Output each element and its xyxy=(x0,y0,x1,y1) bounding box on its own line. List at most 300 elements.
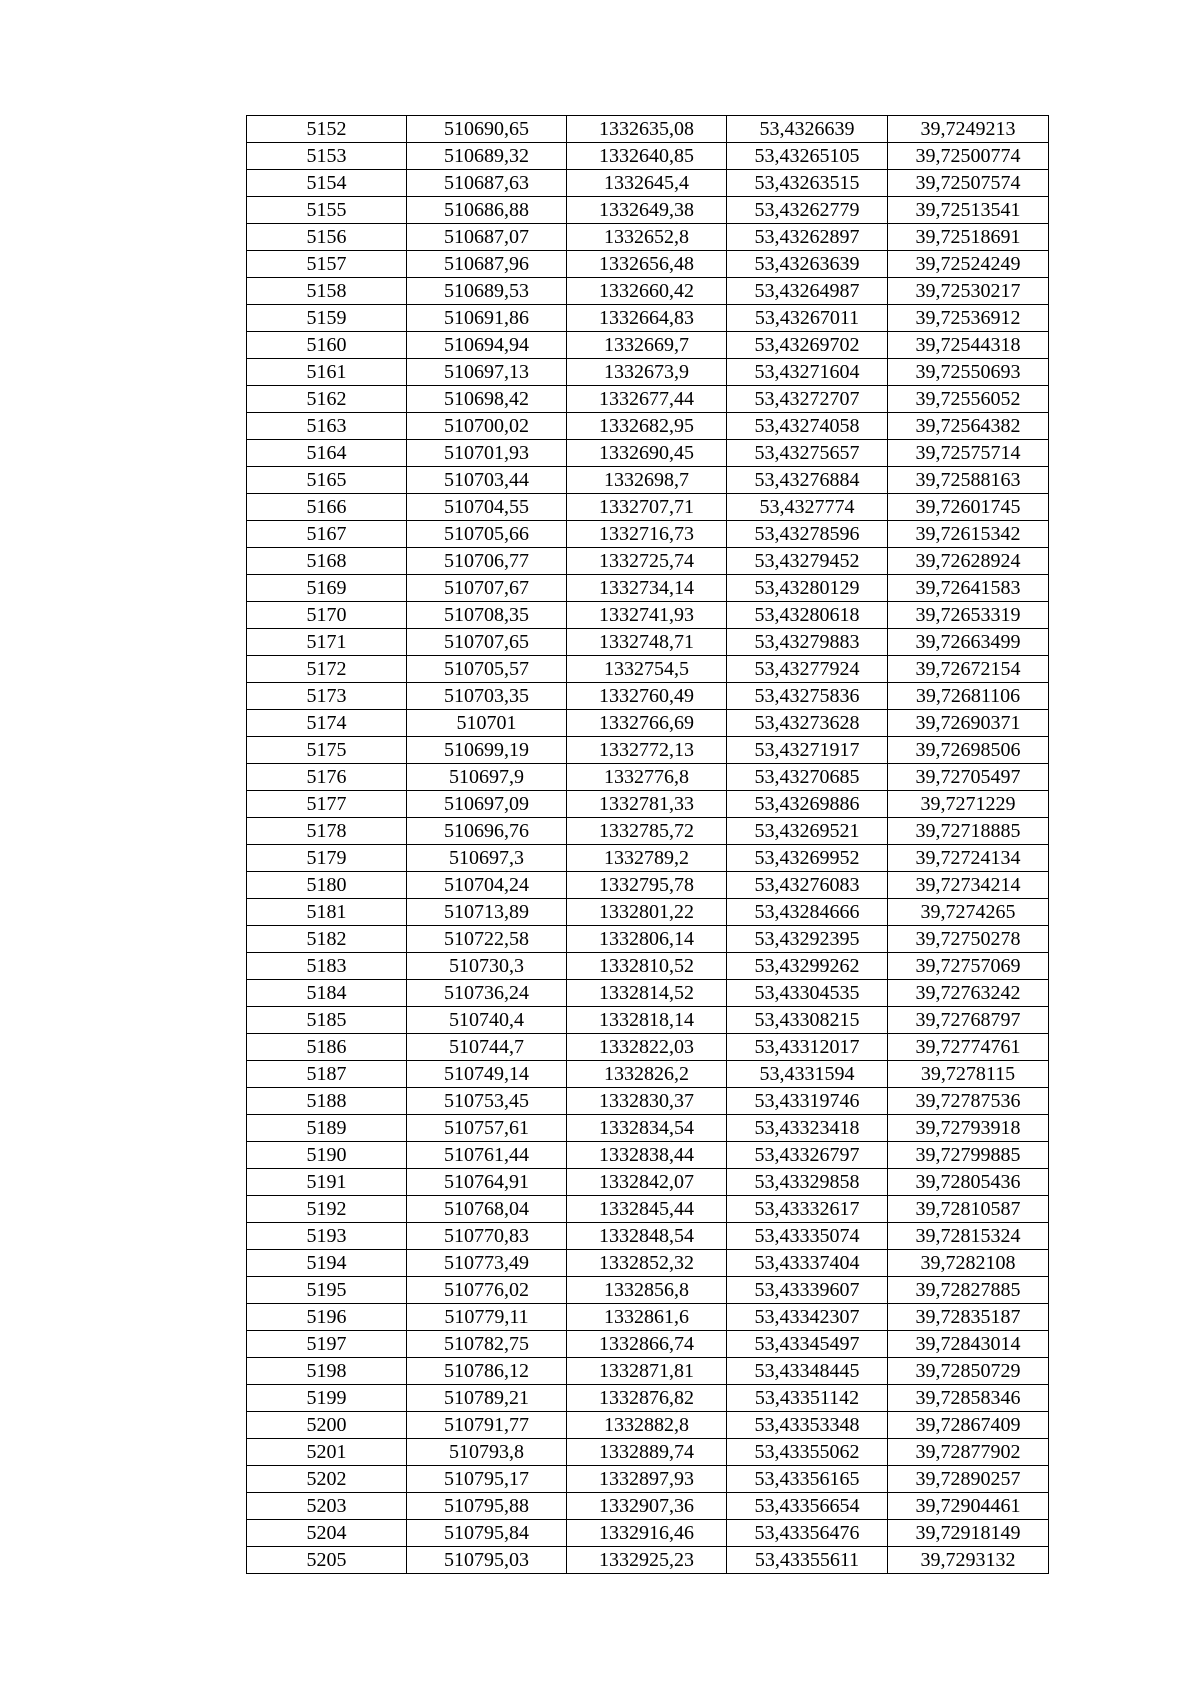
x-coordinate-cell: 510782,75 xyxy=(407,1331,567,1358)
y-coordinate-cell: 1332801,22 xyxy=(567,899,727,926)
latitude-cell: 53,43356654 xyxy=(727,1493,888,1520)
table-row xyxy=(247,764,1049,791)
point-number-cell: 5202 xyxy=(247,1466,407,1493)
x-coordinate-cell: 510694,94 xyxy=(407,332,567,359)
x-coordinate-cell: 510795,88 xyxy=(407,1493,567,1520)
point-number-cell: 5184 xyxy=(247,980,407,1007)
x-coordinate-cell: 510789,21 xyxy=(407,1385,567,1412)
latitude-cell: 53,43279883 xyxy=(727,629,888,656)
latitude-cell: 53,43339607 xyxy=(727,1277,888,1304)
x-coordinate-cell: 510749,14 xyxy=(407,1061,567,1088)
x-coordinate-cell: 510701 xyxy=(407,710,567,737)
table-row xyxy=(247,872,1049,899)
longitude-cell: 39,7274265 xyxy=(888,899,1049,926)
x-coordinate-cell: 510703,35 xyxy=(407,683,567,710)
point-number-cell: 5205 xyxy=(247,1547,407,1574)
table-row xyxy=(247,1007,1049,1034)
longitude-cell: 39,7282108 xyxy=(888,1250,1049,1277)
point-number-cell: 5166 xyxy=(247,494,407,521)
table-row xyxy=(247,1223,1049,1250)
point-number-cell: 5185 xyxy=(247,1007,407,1034)
table-row xyxy=(247,386,1049,413)
table-row xyxy=(247,1466,1049,1493)
longitude-cell: 39,72787536 xyxy=(888,1088,1049,1115)
latitude-cell: 53,43304535 xyxy=(727,980,888,1007)
point-number-cell: 5162 xyxy=(247,386,407,413)
latitude-cell: 53,4327774 xyxy=(727,494,888,521)
table-row xyxy=(247,710,1049,737)
latitude-cell: 53,43270685 xyxy=(727,764,888,791)
y-coordinate-cell: 1332690,45 xyxy=(567,440,727,467)
latitude-cell: 53,43267011 xyxy=(727,305,888,332)
y-coordinate-cell: 1332748,71 xyxy=(567,629,727,656)
longitude-cell: 39,72835187 xyxy=(888,1304,1049,1331)
longitude-cell: 39,72518691 xyxy=(888,224,1049,251)
longitude-cell: 39,72705497 xyxy=(888,764,1049,791)
point-number-cell: 5189 xyxy=(247,1115,407,1142)
point-number-cell: 5158 xyxy=(247,278,407,305)
table-row xyxy=(247,602,1049,629)
y-coordinate-cell: 1332838,44 xyxy=(567,1142,727,1169)
x-coordinate-cell: 510687,63 xyxy=(407,170,567,197)
longitude-cell: 39,72564382 xyxy=(888,413,1049,440)
latitude-cell: 53,43345497 xyxy=(727,1331,888,1358)
point-number-cell: 5152 xyxy=(247,116,407,143)
latitude-cell: 53,43355611 xyxy=(727,1547,888,1574)
x-coordinate-cell: 510795,17 xyxy=(407,1466,567,1493)
y-coordinate-cell: 1332645,4 xyxy=(567,170,727,197)
y-coordinate-cell: 1332640,85 xyxy=(567,143,727,170)
y-coordinate-cell: 1332876,82 xyxy=(567,1385,727,1412)
longitude-cell: 39,72544318 xyxy=(888,332,1049,359)
point-number-cell: 5167 xyxy=(247,521,407,548)
table-row xyxy=(247,1196,1049,1223)
point-number-cell: 5172 xyxy=(247,656,407,683)
table-row xyxy=(247,1277,1049,1304)
y-coordinate-cell: 1332795,78 xyxy=(567,872,727,899)
y-coordinate-cell: 1332698,7 xyxy=(567,467,727,494)
table-row xyxy=(247,1250,1049,1277)
point-number-cell: 5203 xyxy=(247,1493,407,1520)
y-coordinate-cell: 1332871,81 xyxy=(567,1358,727,1385)
point-number-cell: 5163 xyxy=(247,413,407,440)
table-row xyxy=(247,305,1049,332)
x-coordinate-cell: 510689,32 xyxy=(407,143,567,170)
y-coordinate-cell: 1332852,32 xyxy=(567,1250,727,1277)
point-number-cell: 5195 xyxy=(247,1277,407,1304)
x-coordinate-cell: 510705,57 xyxy=(407,656,567,683)
latitude-cell: 53,43269521 xyxy=(727,818,888,845)
point-number-cell: 5181 xyxy=(247,899,407,926)
longitude-cell: 39,72500774 xyxy=(888,143,1049,170)
x-coordinate-cell: 510707,67 xyxy=(407,575,567,602)
point-number-cell: 5177 xyxy=(247,791,407,818)
latitude-cell: 53,43265105 xyxy=(727,143,888,170)
latitude-cell: 53,43335074 xyxy=(727,1223,888,1250)
x-coordinate-cell: 510795,03 xyxy=(407,1547,567,1574)
y-coordinate-cell: 1332741,93 xyxy=(567,602,727,629)
point-number-cell: 5196 xyxy=(247,1304,407,1331)
point-number-cell: 5174 xyxy=(247,710,407,737)
latitude-cell: 53,4331594 xyxy=(727,1061,888,1088)
point-number-cell: 5180 xyxy=(247,872,407,899)
table-row xyxy=(247,980,1049,1007)
y-coordinate-cell: 1332673,9 xyxy=(567,359,727,386)
y-coordinate-cell: 1332776,8 xyxy=(567,764,727,791)
y-coordinate-cell: 1332814,52 xyxy=(567,980,727,1007)
x-coordinate-cell: 510687,07 xyxy=(407,224,567,251)
table-row xyxy=(247,818,1049,845)
latitude-cell: 53,43269886 xyxy=(727,791,888,818)
point-number-cell: 5188 xyxy=(247,1088,407,1115)
point-number-cell: 5182 xyxy=(247,926,407,953)
x-coordinate-cell: 510703,44 xyxy=(407,467,567,494)
x-coordinate-cell: 510761,44 xyxy=(407,1142,567,1169)
y-coordinate-cell: 1332830,37 xyxy=(567,1088,727,1115)
latitude-cell: 53,43292395 xyxy=(727,926,888,953)
y-coordinate-cell: 1332845,44 xyxy=(567,1196,727,1223)
latitude-cell: 53,43272707 xyxy=(727,386,888,413)
longitude-cell: 39,72628924 xyxy=(888,548,1049,575)
table-row xyxy=(247,143,1049,170)
latitude-cell: 53,43348445 xyxy=(727,1358,888,1385)
longitude-cell: 39,72918149 xyxy=(888,1520,1049,1547)
table-row xyxy=(247,1547,1049,1574)
x-coordinate-cell: 510768,04 xyxy=(407,1196,567,1223)
x-coordinate-cell: 510722,58 xyxy=(407,926,567,953)
x-coordinate-cell: 510740,4 xyxy=(407,1007,567,1034)
x-coordinate-cell: 510773,49 xyxy=(407,1250,567,1277)
table-row xyxy=(247,251,1049,278)
y-coordinate-cell: 1332810,52 xyxy=(567,953,727,980)
longitude-cell: 39,72615342 xyxy=(888,521,1049,548)
latitude-cell: 53,43264987 xyxy=(727,278,888,305)
latitude-cell: 53,43308215 xyxy=(727,1007,888,1034)
x-coordinate-cell: 510687,96 xyxy=(407,251,567,278)
table-row xyxy=(247,629,1049,656)
table-row xyxy=(247,683,1049,710)
latitude-cell: 53,43280129 xyxy=(727,575,888,602)
y-coordinate-cell: 1332781,33 xyxy=(567,791,727,818)
longitude-cell: 39,72815324 xyxy=(888,1223,1049,1250)
latitude-cell: 53,43276884 xyxy=(727,467,888,494)
y-coordinate-cell: 1332907,36 xyxy=(567,1493,727,1520)
latitude-cell: 53,43299262 xyxy=(727,953,888,980)
longitude-cell: 39,72904461 xyxy=(888,1493,1049,1520)
point-number-cell: 5179 xyxy=(247,845,407,872)
x-coordinate-cell: 510764,91 xyxy=(407,1169,567,1196)
latitude-cell: 53,43278596 xyxy=(727,521,888,548)
y-coordinate-cell: 1332754,5 xyxy=(567,656,727,683)
longitude-cell: 39,72588163 xyxy=(888,467,1049,494)
y-coordinate-cell: 1332822,03 xyxy=(567,1034,727,1061)
latitude-cell: 53,43280618 xyxy=(727,602,888,629)
x-coordinate-cell: 510697,9 xyxy=(407,764,567,791)
point-number-cell: 5178 xyxy=(247,818,407,845)
point-number-cell: 5161 xyxy=(247,359,407,386)
table-row xyxy=(247,1169,1049,1196)
table-row xyxy=(247,1493,1049,1520)
x-coordinate-cell: 510713,89 xyxy=(407,899,567,926)
table-row xyxy=(247,1142,1049,1169)
longitude-cell: 39,72827885 xyxy=(888,1277,1049,1304)
table-row xyxy=(247,656,1049,683)
longitude-cell: 39,72681106 xyxy=(888,683,1049,710)
longitude-cell: 39,72867409 xyxy=(888,1412,1049,1439)
longitude-cell: 39,7249213 xyxy=(888,116,1049,143)
longitude-cell: 39,72718885 xyxy=(888,818,1049,845)
y-coordinate-cell: 1332882,8 xyxy=(567,1412,727,1439)
latitude-cell: 53,43269702 xyxy=(727,332,888,359)
longitude-cell: 39,72890257 xyxy=(888,1466,1049,1493)
longitude-cell: 39,72810587 xyxy=(888,1196,1049,1223)
x-coordinate-cell: 510691,86 xyxy=(407,305,567,332)
latitude-cell: 53,43351142 xyxy=(727,1385,888,1412)
y-coordinate-cell: 1332818,14 xyxy=(567,1007,727,1034)
latitude-cell: 53,43263515 xyxy=(727,170,888,197)
table-row xyxy=(247,467,1049,494)
point-number-cell: 5155 xyxy=(247,197,407,224)
latitude-cell: 53,43275836 xyxy=(727,683,888,710)
latitude-cell: 53,43329858 xyxy=(727,1169,888,1196)
table-row xyxy=(247,413,1049,440)
latitude-cell: 53,43312017 xyxy=(727,1034,888,1061)
x-coordinate-cell: 510704,24 xyxy=(407,872,567,899)
coordinates-table xyxy=(246,115,1049,1574)
table-row xyxy=(247,197,1049,224)
table-row xyxy=(247,494,1049,521)
longitude-cell: 39,72641583 xyxy=(888,575,1049,602)
table-row xyxy=(247,791,1049,818)
longitude-cell: 39,72530217 xyxy=(888,278,1049,305)
y-coordinate-cell: 1332682,95 xyxy=(567,413,727,440)
point-number-cell: 5191 xyxy=(247,1169,407,1196)
longitude-cell: 39,72774761 xyxy=(888,1034,1049,1061)
table-row xyxy=(247,1034,1049,1061)
table-row xyxy=(247,1061,1049,1088)
latitude-cell: 53,43356476 xyxy=(727,1520,888,1547)
point-number-cell: 5175 xyxy=(247,737,407,764)
point-number-cell: 5198 xyxy=(247,1358,407,1385)
table-row xyxy=(247,224,1049,251)
table-row xyxy=(247,575,1049,602)
point-number-cell: 5187 xyxy=(247,1061,407,1088)
point-number-cell: 5190 xyxy=(247,1142,407,1169)
latitude-cell: 53,43271917 xyxy=(727,737,888,764)
coordinates-table-body xyxy=(247,116,1049,1574)
longitude-cell: 39,72843014 xyxy=(888,1331,1049,1358)
longitude-cell: 39,7278115 xyxy=(888,1061,1049,1088)
latitude-cell: 53,43273628 xyxy=(727,710,888,737)
latitude-cell: 53,43326797 xyxy=(727,1142,888,1169)
point-number-cell: 5197 xyxy=(247,1331,407,1358)
point-number-cell: 5168 xyxy=(247,548,407,575)
point-number-cell: 5169 xyxy=(247,575,407,602)
y-coordinate-cell: 1332842,07 xyxy=(567,1169,727,1196)
latitude-cell: 53,4326639 xyxy=(727,116,888,143)
y-coordinate-cell: 1332897,93 xyxy=(567,1466,727,1493)
table-row xyxy=(247,1115,1049,1142)
point-number-cell: 5200 xyxy=(247,1412,407,1439)
table-row xyxy=(247,170,1049,197)
latitude-cell: 53,43276083 xyxy=(727,872,888,899)
longitude-cell: 39,72858346 xyxy=(888,1385,1049,1412)
latitude-cell: 53,43319746 xyxy=(727,1088,888,1115)
point-number-cell: 5160 xyxy=(247,332,407,359)
longitude-cell: 39,72734214 xyxy=(888,872,1049,899)
y-coordinate-cell: 1332856,8 xyxy=(567,1277,727,1304)
table-row xyxy=(247,1439,1049,1466)
point-number-cell: 5154 xyxy=(247,170,407,197)
table-row xyxy=(247,521,1049,548)
y-coordinate-cell: 1332772,13 xyxy=(567,737,727,764)
x-coordinate-cell: 510699,19 xyxy=(407,737,567,764)
point-number-cell: 5192 xyxy=(247,1196,407,1223)
longitude-cell: 39,7271229 xyxy=(888,791,1049,818)
table-row xyxy=(247,1304,1049,1331)
point-number-cell: 5183 xyxy=(247,953,407,980)
x-coordinate-cell: 510791,77 xyxy=(407,1412,567,1439)
latitude-cell: 53,43342307 xyxy=(727,1304,888,1331)
x-coordinate-cell: 510697,3 xyxy=(407,845,567,872)
y-coordinate-cell: 1332649,38 xyxy=(567,197,727,224)
longitude-cell: 39,72850729 xyxy=(888,1358,1049,1385)
longitude-cell: 39,72556052 xyxy=(888,386,1049,413)
latitude-cell: 53,43355062 xyxy=(727,1439,888,1466)
y-coordinate-cell: 1332656,48 xyxy=(567,251,727,278)
latitude-cell: 53,43356165 xyxy=(727,1466,888,1493)
x-coordinate-cell: 510696,76 xyxy=(407,818,567,845)
longitude-cell: 39,72877902 xyxy=(888,1439,1049,1466)
y-coordinate-cell: 1332789,2 xyxy=(567,845,727,872)
y-coordinate-cell: 1332848,54 xyxy=(567,1223,727,1250)
latitude-cell: 53,43263639 xyxy=(727,251,888,278)
x-coordinate-cell: 510686,88 xyxy=(407,197,567,224)
longitude-cell: 39,72536912 xyxy=(888,305,1049,332)
y-coordinate-cell: 1332826,2 xyxy=(567,1061,727,1088)
y-coordinate-cell: 1332806,14 xyxy=(567,926,727,953)
longitude-cell: 39,72768797 xyxy=(888,1007,1049,1034)
table-row xyxy=(247,926,1049,953)
y-coordinate-cell: 1332652,8 xyxy=(567,224,727,251)
latitude-cell: 53,43274058 xyxy=(727,413,888,440)
y-coordinate-cell: 1332866,74 xyxy=(567,1331,727,1358)
longitude-cell: 39,72663499 xyxy=(888,629,1049,656)
latitude-cell: 53,43284666 xyxy=(727,899,888,926)
latitude-cell: 53,43323418 xyxy=(727,1115,888,1142)
y-coordinate-cell: 1332925,23 xyxy=(567,1547,727,1574)
point-number-cell: 5204 xyxy=(247,1520,407,1547)
point-number-cell: 5173 xyxy=(247,683,407,710)
longitude-cell: 39,72507574 xyxy=(888,170,1049,197)
longitude-cell: 39,72653319 xyxy=(888,602,1049,629)
table-row xyxy=(247,1331,1049,1358)
x-coordinate-cell: 510706,77 xyxy=(407,548,567,575)
longitude-cell: 39,72672154 xyxy=(888,656,1049,683)
x-coordinate-cell: 510757,61 xyxy=(407,1115,567,1142)
x-coordinate-cell: 510697,13 xyxy=(407,359,567,386)
longitude-cell: 39,72550693 xyxy=(888,359,1049,386)
x-coordinate-cell: 510776,02 xyxy=(407,1277,567,1304)
y-coordinate-cell: 1332760,49 xyxy=(567,683,727,710)
y-coordinate-cell: 1332664,83 xyxy=(567,305,727,332)
y-coordinate-cell: 1332766,69 xyxy=(567,710,727,737)
latitude-cell: 53,43353348 xyxy=(727,1412,888,1439)
x-coordinate-cell: 510770,83 xyxy=(407,1223,567,1250)
y-coordinate-cell: 1332635,08 xyxy=(567,116,727,143)
point-number-cell: 5153 xyxy=(247,143,407,170)
y-coordinate-cell: 1332734,14 xyxy=(567,575,727,602)
x-coordinate-cell: 510708,35 xyxy=(407,602,567,629)
longitude-cell: 39,72513541 xyxy=(888,197,1049,224)
longitude-cell: 39,72724134 xyxy=(888,845,1049,872)
table-row xyxy=(247,1358,1049,1385)
point-number-cell: 5170 xyxy=(247,602,407,629)
x-coordinate-cell: 510701,93 xyxy=(407,440,567,467)
point-number-cell: 5171 xyxy=(247,629,407,656)
longitude-cell: 39,72805436 xyxy=(888,1169,1049,1196)
table-row xyxy=(247,953,1049,980)
longitude-cell: 39,72601745 xyxy=(888,494,1049,521)
point-number-cell: 5201 xyxy=(247,1439,407,1466)
y-coordinate-cell: 1332660,42 xyxy=(567,278,727,305)
y-coordinate-cell: 1332861,6 xyxy=(567,1304,727,1331)
table-row xyxy=(247,1520,1049,1547)
x-coordinate-cell: 510697,09 xyxy=(407,791,567,818)
point-number-cell: 5176 xyxy=(247,764,407,791)
latitude-cell: 53,43269952 xyxy=(727,845,888,872)
x-coordinate-cell: 510689,53 xyxy=(407,278,567,305)
point-number-cell: 5156 xyxy=(247,224,407,251)
x-coordinate-cell: 510779,11 xyxy=(407,1304,567,1331)
latitude-cell: 53,43332617 xyxy=(727,1196,888,1223)
x-coordinate-cell: 510730,3 xyxy=(407,953,567,980)
point-number-cell: 5199 xyxy=(247,1385,407,1412)
table-row xyxy=(247,1088,1049,1115)
x-coordinate-cell: 510700,02 xyxy=(407,413,567,440)
latitude-cell: 53,43275657 xyxy=(727,440,888,467)
latitude-cell: 53,43337404 xyxy=(727,1250,888,1277)
longitude-cell: 39,72750278 xyxy=(888,926,1049,953)
table-row xyxy=(247,278,1049,305)
longitude-cell: 39,72690371 xyxy=(888,710,1049,737)
y-coordinate-cell: 1332677,44 xyxy=(567,386,727,413)
x-coordinate-cell: 510704,55 xyxy=(407,494,567,521)
table-row xyxy=(247,116,1049,143)
latitude-cell: 53,43262897 xyxy=(727,224,888,251)
y-coordinate-cell: 1332889,74 xyxy=(567,1439,727,1466)
x-coordinate-cell: 510795,84 xyxy=(407,1520,567,1547)
point-number-cell: 5193 xyxy=(247,1223,407,1250)
latitude-cell: 53,43279452 xyxy=(727,548,888,575)
table-row xyxy=(247,1412,1049,1439)
point-number-cell: 5186 xyxy=(247,1034,407,1061)
x-coordinate-cell: 510744,7 xyxy=(407,1034,567,1061)
table-row xyxy=(247,845,1049,872)
y-coordinate-cell: 1332707,71 xyxy=(567,494,727,521)
point-number-cell: 5157 xyxy=(247,251,407,278)
x-coordinate-cell: 510753,45 xyxy=(407,1088,567,1115)
point-number-cell: 5194 xyxy=(247,1250,407,1277)
table-row xyxy=(247,737,1049,764)
latitude-cell: 53,43271604 xyxy=(727,359,888,386)
table-row xyxy=(247,332,1049,359)
x-coordinate-cell: 510698,42 xyxy=(407,386,567,413)
longitude-cell: 39,72575714 xyxy=(888,440,1049,467)
x-coordinate-cell: 510690,65 xyxy=(407,116,567,143)
table-row xyxy=(247,899,1049,926)
y-coordinate-cell: 1332834,54 xyxy=(567,1115,727,1142)
